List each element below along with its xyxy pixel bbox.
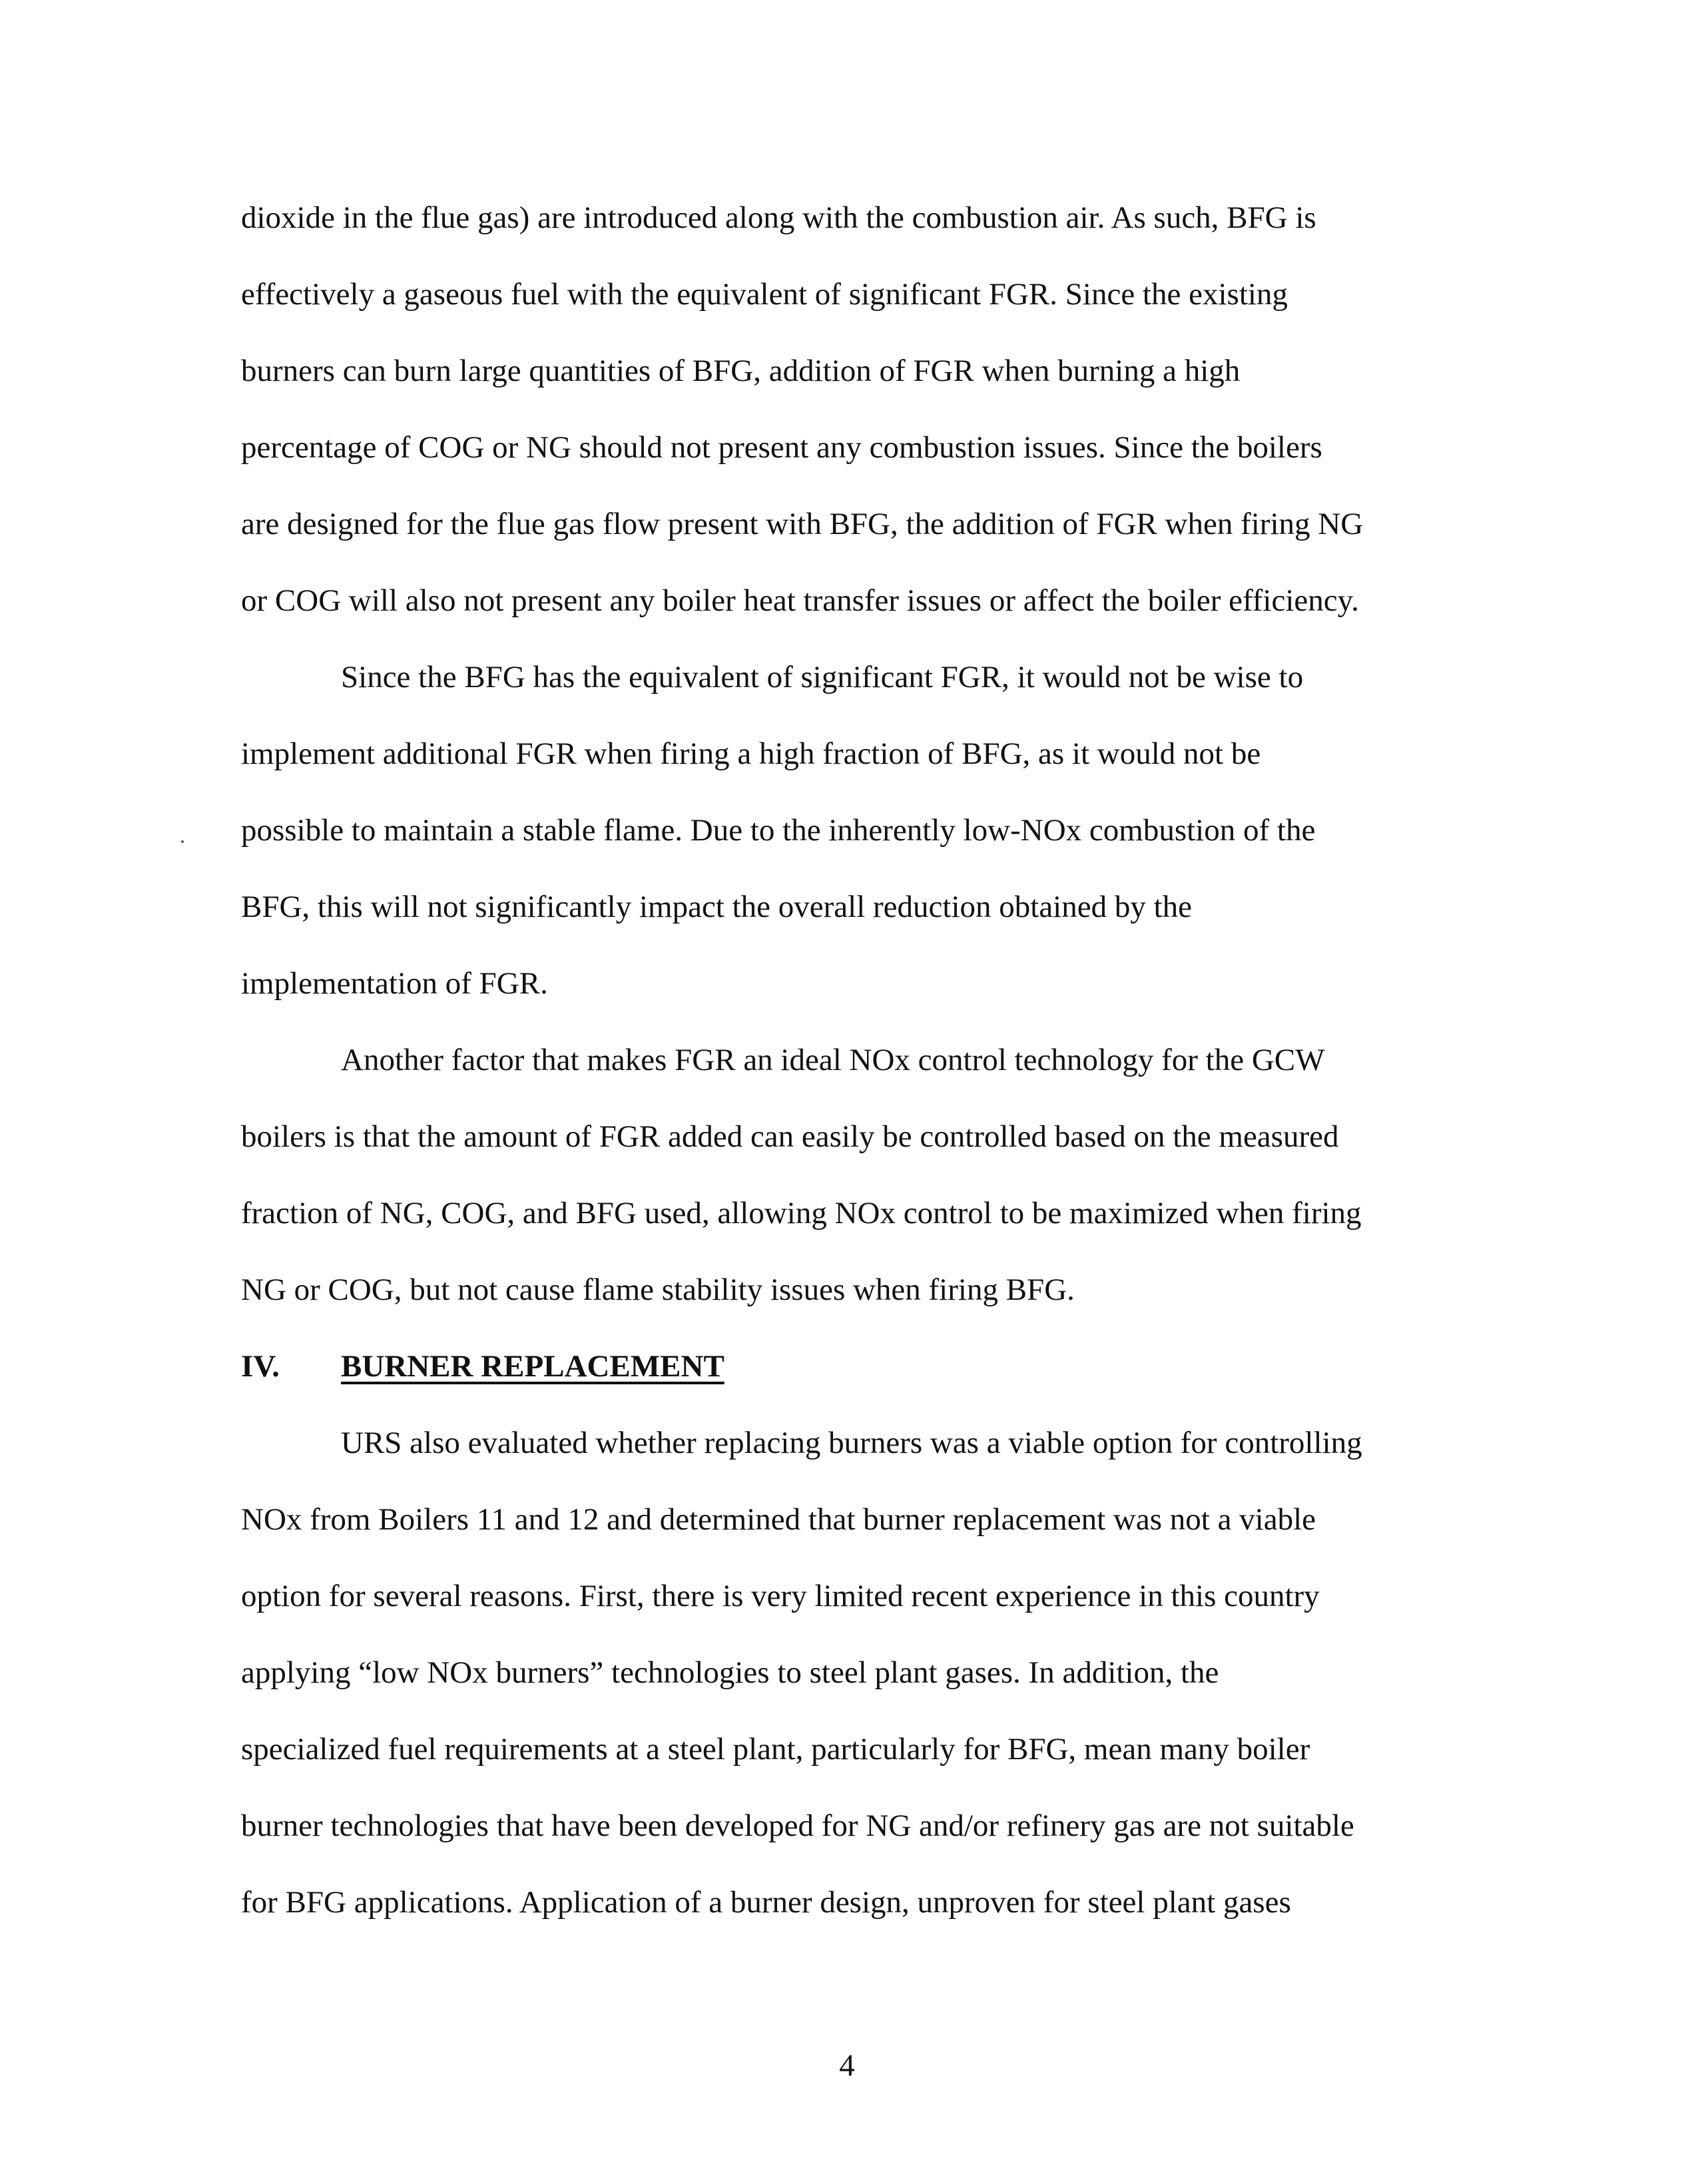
- text-line: NG or COG, but not cause flame stability issues when firing BFG.: [241, 1272, 1075, 1307]
- text-line: applying “low NOx burners” technologies to steel plant gases. In addition, the: [241, 1655, 1219, 1690]
- paragraph-1: [241, 180, 1466, 639]
- text-line: specialized fuel requirements at a steel plant, particularly for BFG, mean many boiler: [241, 1732, 1310, 1767]
- text-line: implementation of FGR.: [241, 966, 548, 1001]
- paragraph-2: [241, 639, 1466, 1022]
- section-heading: [241, 1328, 1466, 1405]
- text-line: Another factor that makes FGR an ideal NOx control technology for the GCW: [341, 1043, 1325, 1077]
- margin-speck: [181, 840, 184, 843]
- page-number: 4: [839, 2048, 855, 2083]
- text-line: or COG will also not present any boiler heat transfer issues or affect the boiler efficiency.: [241, 583, 1359, 618]
- text-line: possible to maintain a stable flame. Due to the inherently low-NOx combustion of the: [241, 813, 1316, 848]
- text-line: implement additional FGR when firing a high fraction of BFG, as it would not be: [241, 736, 1261, 771]
- text-line: burner technologies that have been developed for NG and/or refinery gas are not suitable: [241, 1808, 1354, 1843]
- text-line: NOx from Boilers 11 and 12 and determined that burner replacement was not a viable: [241, 1502, 1316, 1537]
- text-line: URS also evaluated whether replacing burners was a viable option for controlling: [341, 1426, 1362, 1460]
- body-text: [241, 180, 1466, 1941]
- text-line: boilers is that the amount of FGR added can easily be controlled based on the measured: [241, 1119, 1339, 1154]
- text-line: dioxide in the flue gas) are introduced along with the combustion air. As such, BFG is: [241, 200, 1316, 235]
- text-line: option for several reasons. First, there is very limited recent experience in this country: [241, 1579, 1320, 1613]
- text-line: for BFG applications. Application of a burner design, unproven for steel plant gases: [241, 1885, 1291, 1920]
- text-line: BFG, this will not significantly impact the overall reduction obtained by the: [241, 890, 1193, 924]
- text-line: burners can burn large quantities of BFG, addition of FGR when burning a high: [241, 354, 1241, 388]
- paragraph-4: [241, 1405, 1466, 1941]
- text-line: effectively a gaseous fuel with the equivalent of significant FGR. Since the existing: [241, 277, 1288, 312]
- section-number: IV.: [241, 1349, 280, 1384]
- text-line: percentage of COG or NG should not present any combustion issues. Since the boilers: [241, 430, 1322, 465]
- text-line: Since the BFG has the equivalent of significant FGR, it would not be wise to: [341, 660, 1304, 694]
- section-title: BURNER REPLACEMENT: [341, 1349, 724, 1384]
- paragraph-3: [241, 1022, 1466, 1328]
- text-line: are designed for the flue gas flow present with BFG, the addition of FGR when firing NG: [241, 507, 1364, 541]
- text-line: fraction of NG, COG, and BFG used, allowing NOx control to be maximized when firing: [241, 1196, 1362, 1230]
